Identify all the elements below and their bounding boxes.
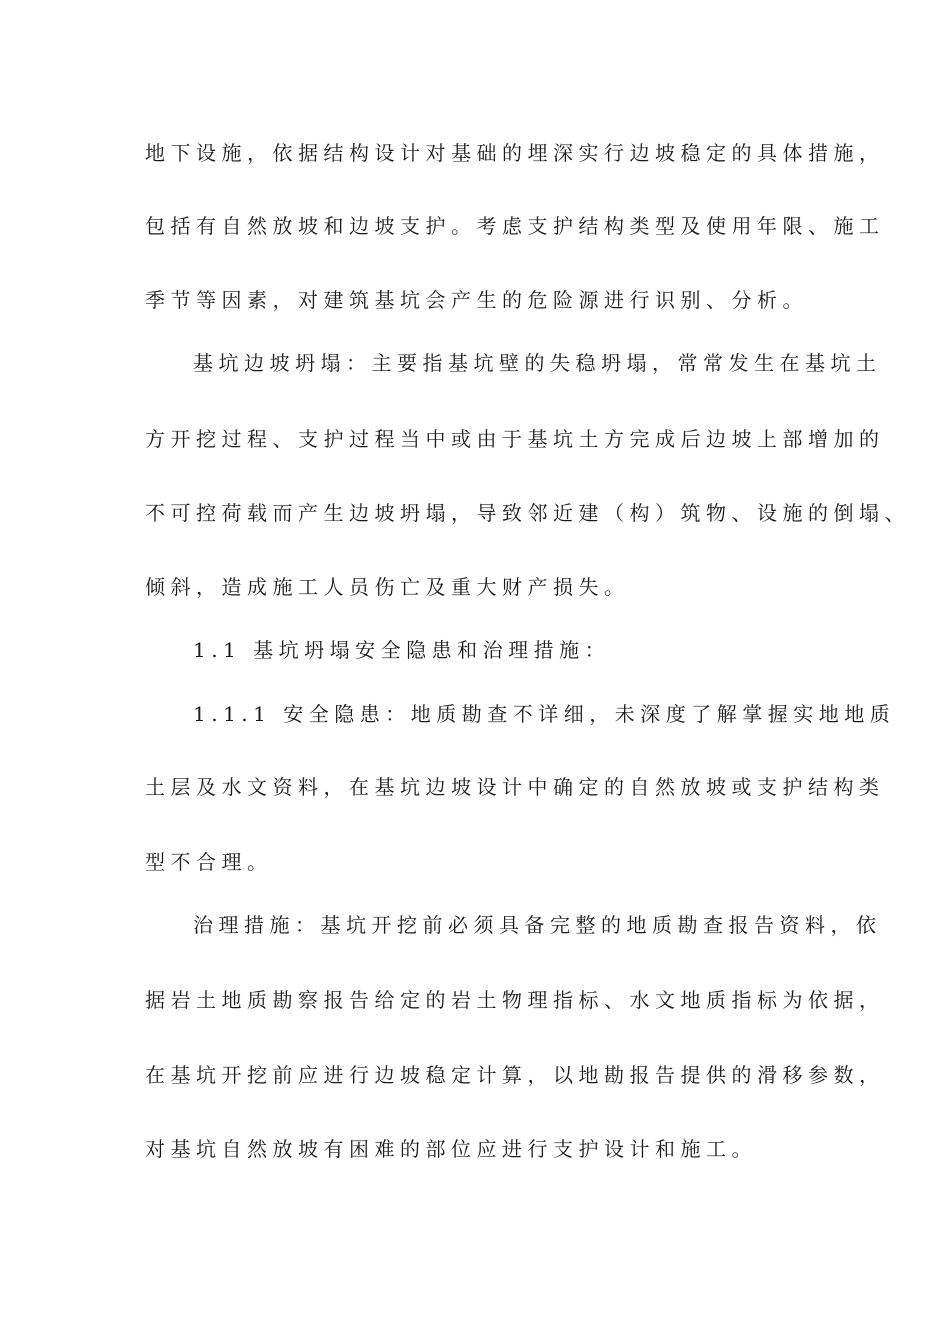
text-line-6: 不可控荷载而产生边坡坍塌，导致邻近建（构）筑物、设施的倒塌、: [145, 501, 910, 525]
text-line-2: 包括有自然放坡和边坡支护。考虑支护结构类型及使用年限、施工: [145, 214, 885, 238]
text-line-15: 对基坑自然放坡有困难的部位应进行支护设计和施工。: [145, 1137, 757, 1161]
text-line-12: 治理措施：基坑开挖前必须具备完整的地质勘查报告资料，依: [193, 913, 882, 937]
text-line-9: 1.1.1 安全隐患：地质勘查不详细，未深度了解掌握实地地质: [193, 702, 896, 726]
text-line-1: 地下设施，依据结构设计对基础的埋深实行边坡稳定的具体措施，: [145, 141, 885, 165]
text-line-10: 土层及水文资料，在基坑边坡设计中确定的自然放坡或支护结构类: [145, 775, 885, 799]
text-line-11: 型不合理。: [145, 850, 273, 874]
text-line-14: 在基坑开挖前应进行边坡稳定计算，以地勘报告提供的滑移参数，: [145, 1063, 885, 1087]
text-line-13: 据岩土地质勘察报告给定的岩土物理指标、水文地质指标为依据，: [145, 988, 885, 1012]
text-line-4: 基坑边坡坍塌：主要指基坑壁的失稳坍塌，常常发生在基坑土: [193, 351, 882, 375]
section-heading-1-1: 1.1 基坑坍塌安全隐患和治理措施：: [193, 638, 611, 662]
text-line-7: 倾斜，造成施工人员伤亡及重大财产损失。: [145, 575, 630, 599]
text-line-5: 方开挖过程、支护过程当中或由于基坑土方完成后边坡上部增加的: [145, 427, 885, 451]
text-line-3: 季节等因素，对建筑基坑会产生的危险源进行识别、分析。: [145, 288, 808, 312]
